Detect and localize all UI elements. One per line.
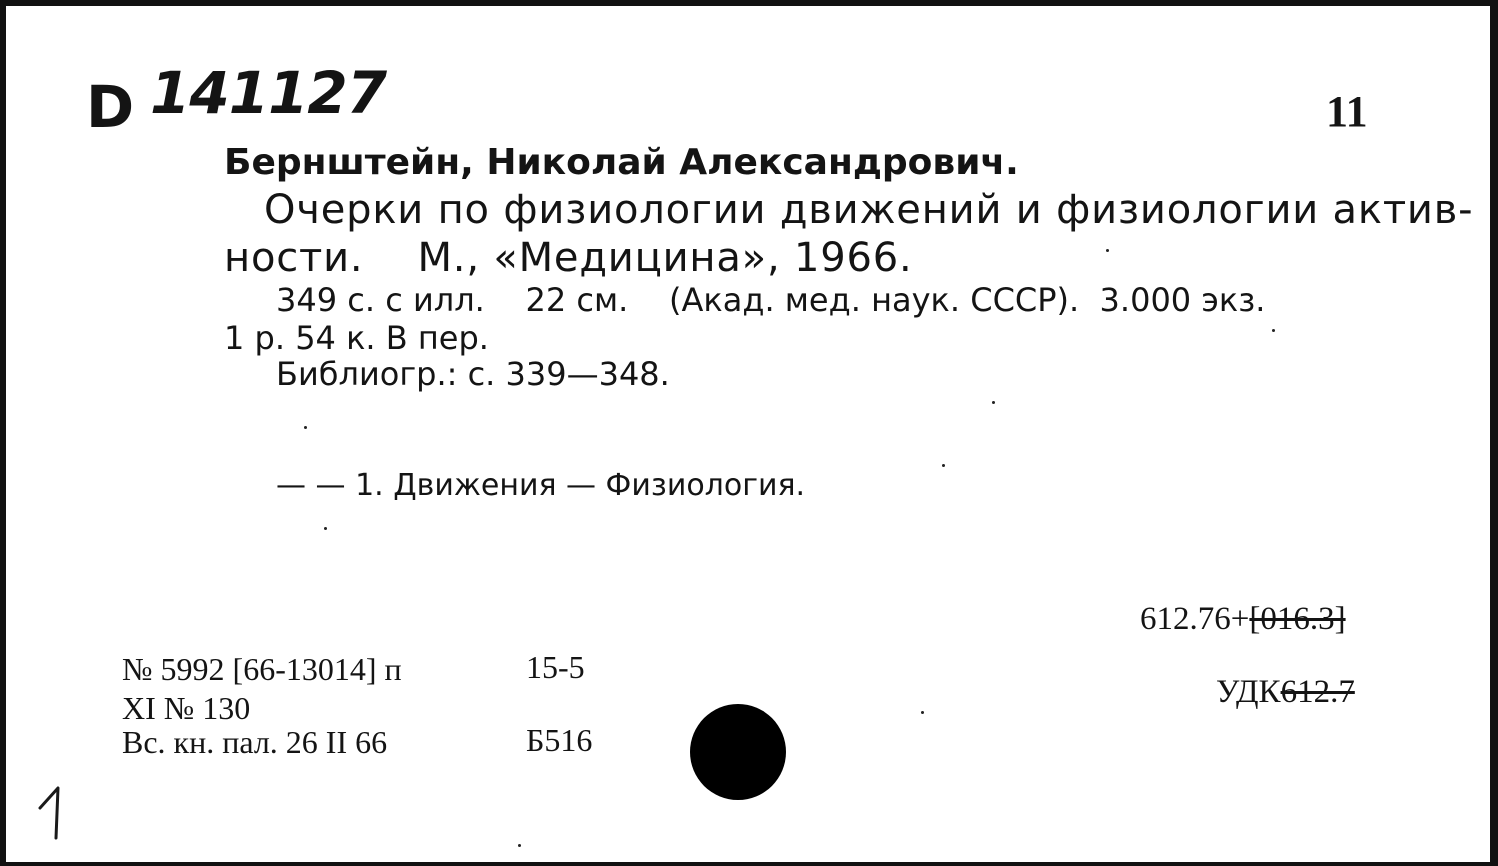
stamp-letter: D bbox=[86, 73, 133, 141]
subject-heading: — — 1. Движения — Физиология. bbox=[276, 468, 806, 503]
title-line-2: ности. М., «Медицина», 1966. bbox=[224, 235, 913, 281]
udk-value: 612.7 bbox=[1280, 674, 1355, 710]
registration-line-2: XI № 130 bbox=[122, 690, 251, 726]
registration-line-1: № 5992 [66-13014] п bbox=[122, 651, 402, 687]
udk-label: УДК bbox=[1216, 674, 1281, 710]
card-sequence-number: 11 bbox=[1326, 87, 1368, 136]
speck bbox=[324, 527, 327, 530]
speck bbox=[518, 844, 521, 847]
punch-hole bbox=[690, 704, 786, 800]
physical-description: 349 с. с илл. 22 см. (Акад. мед. наук. СССР). 3.000 экз. bbox=[276, 281, 1266, 319]
speck bbox=[304, 426, 307, 429]
udk-code bbox=[1216, 676, 1355, 709]
class-struck: [016.3] bbox=[1249, 601, 1346, 637]
handwritten-mark bbox=[36, 782, 76, 842]
speck bbox=[992, 401, 995, 404]
print-code-2: Б516 bbox=[526, 722, 593, 758]
class-number bbox=[1140, 603, 1346, 636]
speck bbox=[921, 711, 924, 714]
stamp-number: 141127 bbox=[150, 59, 387, 127]
registration-line-3: Вс. кн. пал. 26 II 66 bbox=[122, 724, 388, 760]
class-prefix: 612.76+ bbox=[1140, 601, 1250, 637]
speck bbox=[1272, 329, 1275, 332]
title-line-1: Очерки по физиологии движений и физиологии актив- bbox=[264, 187, 1474, 233]
speck bbox=[942, 464, 945, 467]
speck bbox=[1106, 249, 1109, 252]
author-heading: Бернштейн, Николай Александрович. bbox=[224, 142, 1019, 183]
price-binding: 1 р. 54 к. В пер. bbox=[224, 319, 489, 357]
bibliography-note: Библиогр.: с. 339—348. bbox=[276, 355, 670, 393]
print-code-1: 15-5 bbox=[526, 649, 585, 685]
